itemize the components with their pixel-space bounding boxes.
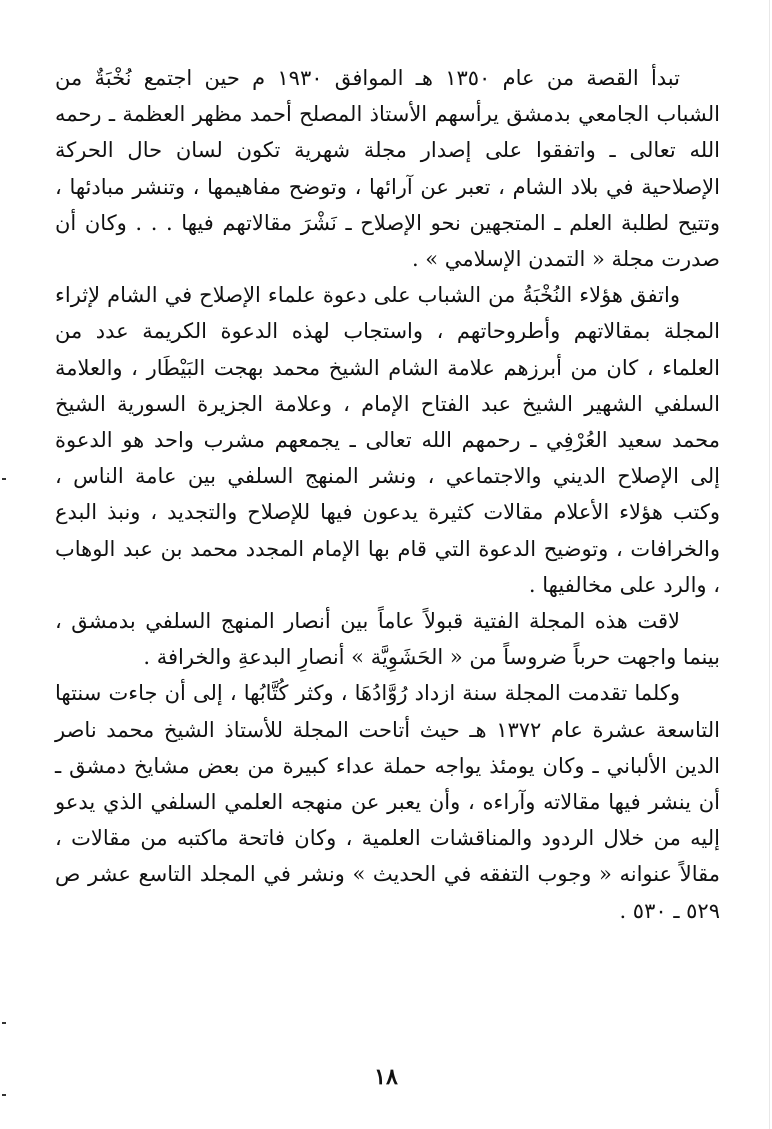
paragraph-2: واتفق هؤلاء النُخْبَةُ من الشباب على دعوة علماء الإصلاح في الشام لإثراء المجلة بمقالاتهم وأطروحاتهم ، واستجاب لهذه الدعوة الكريمة عدد من العلماء ، كان من أبرزهم علامة الشام الشيخ محمد بهجت البَيْطَار ، والعلامة السلفي الشهير الشيخ عبد الفتاح الإمام ، وعلامة الجزيرة السورية الشيخ محمد سعيد العُرْفِي ـ رحمهم الله تعالى ـ يجمعهم مشرب واحد هو الدعوة إلى الإصلاح الديني والاجتماعي ، ونشر المنهج السلفي بين عامة الناس ، وكتب هؤلاء الأعلام مقالات كثيرة يدعون فيها للإصلاح والتجديد ، ونبذ البدع والخرافات ، وتوضيح الدعوة التي قام بها الإمام المجدد محمد بن عبد الوهاب ، والرد على مخالفيها .: [55, 283, 720, 597]
paragraph-1: تبدأ القصة من عام ١٣٥٠ هـ الموافق ١٩٣٠ م حين اجتمع نُخْبَةٌ من الشباب الجامعي بدمشق يرأسهم الأستاذ المصلح أحمد مظهر العظمة ـ رحمه الله تعالى ـ واتفقوا على إصدار مجلة شهرية تكون لسان حال الحركة الإصلاحية في بلاد الشام ، تعبر عن آرائها ، وتوضح مفاهيمها ، وتنشر مبادئها ، وتتيح لطلبة العلم ـ المتجهين نحو الإصلاح ـ نَشْرَ مقالاتهم فيها . . . وكان أن صدرت مجلة « التمدن الإسلامي » .: [55, 66, 720, 272]
scan-margin-mark: [2, 1094, 6, 1096]
body-text: [55, 60, 720, 929]
scan-margin-mark: [2, 1022, 6, 1024]
paragraph-4: وكلما تقدمت المجلة سنة ازداد رُوَّادُهَا ، وكثر كُتَّابُها ، إلى أن جاءت سنتها التاسعة عشرة عام ١٣٧٢ هـ حيث أتاحت المجلة للأستاذ الشيخ محمد ناصر الدين الألباني ـ وكان يومئذ يواجه حملة عداء كبيرة من بعض مشايخ دمشق ـ أن ينشر فيها مقالاته وآراءه ، وأن يعبر عن منهجه العلمي السلفي الذي يدعو إليه من خلال الردود والمناقشات العلمية ، وكان فاتحة ماكتبه من مقالات ، مقالاً عنوانه « وجوب التفقه في الحديث » ونشر في المجلد التاسع عشر ص ٥٢٩ ـ ٥٣٠ .: [55, 681, 721, 923]
scan-margin-mark: [2, 478, 6, 480]
page-edge-shadow: [769, 0, 770, 1129]
paragraph-3: لاقت هذه المجلة الفتية قبولاً عاماً بين أنصار المنهج السلفي بدمشق ، بينما واجهت حرباً ضروساً من « الحَشَوِيَّة » أنصارِ البدعةِ والخرافة .: [55, 609, 720, 670]
page-number: ١٨: [374, 1064, 398, 1090]
